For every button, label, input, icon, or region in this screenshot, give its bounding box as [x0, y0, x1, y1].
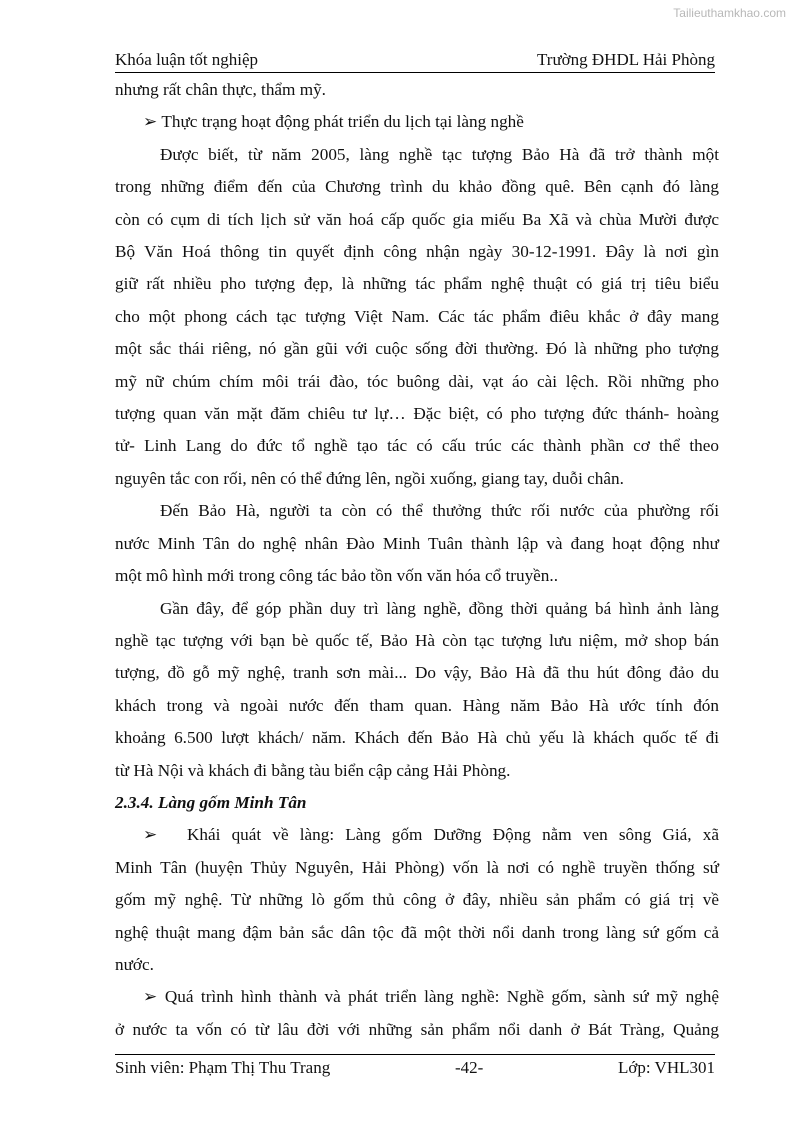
paragraph-bao-ha-tourism	[115, 139, 719, 495]
watermark-text: Tailieuthamkhao.com	[673, 6, 786, 20]
bullet-text: Khái quát về làng: Làng gốm Dưỡng Động nằm ven sông Giá, xã	[187, 825, 719, 845]
paragraph-line: nguyên tắc con rối, nên có thể đứng lên, ngồi xuống, giang tay, duỗi chân.	[115, 468, 624, 488]
section-heading: 2.3.4. Làng gốm Minh Tân	[115, 792, 307, 812]
body-line	[115, 74, 719, 106]
paragraph-line	[115, 819, 719, 851]
paragraph-water-puppets	[115, 495, 719, 592]
paragraph-line: nước.	[115, 954, 154, 974]
page-header	[115, 48, 715, 73]
paragraph-line: từ Hà Nội và khách đi bằng tàu biển cập cảng Hải Phòng.	[115, 760, 511, 780]
paragraph-line: tượng, đồ gỗ mỹ nghệ, tranh sơn mài... Do vậy, Bảo Hà đã thu hút đông đảo du	[115, 663, 719, 683]
paragraph-line: giữ rất nhiều pho tượng đẹp, là những tác phẩm nghệ thuật có giá trị tiêu biểu	[115, 274, 719, 294]
paragraph-line: gốm mỹ nghệ. Từ những lò gốm thủ công ở đây, nhiều sản phẩm có giá trị về	[115, 890, 719, 910]
footer-class-code: Lớp: VHL301	[618, 1058, 715, 1077]
paragraph-line: tượng quan văn mặt đăm chiêu tư lự… Đặc biệt, có pho tượng đức thánh- hoàng	[115, 404, 719, 424]
paragraph-line: mỹ nữ chúm chím môi trái đào, tóc buông dài, vạt áo cài lệch. Rồi những pho	[115, 371, 719, 391]
bullet-tourism-status	[115, 106, 719, 138]
paragraph-line: một mô hình mới trong công tác bảo tồn vốn văn hóa cổ truyền..	[115, 566, 558, 586]
paragraph-souvenirs	[115, 593, 719, 787]
line-text: nhưng rất chân thực, thẩm mỹ.	[115, 80, 326, 99]
paragraph-line: nước Minh Tân do nghệ nhân Đào Minh Tuân thành lập và đang hoạt động như	[115, 533, 719, 553]
paragraph-line: Bộ Văn Hoá thông tin quyết định công nhận ngày 30-12-1991. Đây là nơi gìn	[115, 242, 719, 262]
paragraph-line: tử- Linh Lang do đức tổ nghề tạo tác có cấu trúc các thành phần cơ thể theo	[115, 436, 719, 456]
bullet-text: Thực trạng hoạt động phát triển du lịch tại làng nghề	[157, 112, 524, 132]
paragraph-line: khoảng 6.500 lượt khách/ năm. Khách đến Bảo Hà chủ yếu là khách quốc tế đi	[115, 728, 719, 748]
bullet-text: Quá trình hình thành và phát triển làng nghề: Nghề gốm, sành sứ mỹ nghệ	[157, 987, 719, 1007]
paragraph-line: Minh Tân (huyện Thủy Nguyên, Hải Phòng) vốn là nơi có nghề truyền thống sứ	[115, 857, 719, 877]
paragraph-line: một sắc thái riêng, nó gần gũi với cuộc sống đời thường. Đó là những pho tượng	[115, 339, 719, 359]
paragraph-line: nghề tạc tượng với bạn bè quốc tế, Bảo Hà còn tạc tượng lưu niệm, mở shop bán	[115, 630, 719, 650]
paragraph-line	[115, 981, 719, 1013]
arrow-bullet-icon: ➢	[143, 112, 158, 132]
paragraph-line: khách trong và ngoài nước đến tham quan. Hàng năm Bảo Hà ước tính đón	[115, 695, 719, 715]
header-thesis-title: Khóa luận tốt nghiệp	[115, 50, 259, 69]
paragraph-line: cho một phong cách tạc tượng Việt Nam. Các tác phẩm điêu khắc ở đây mang	[115, 306, 719, 326]
paragraph-line: ở nước ta vốn có từ lâu đời với những sản phẩm nổi danh ở Bát Tràng, Quảng	[115, 1019, 719, 1039]
footer-student-name: Sinh viên: Phạm Thị Thu Trang	[115, 1058, 331, 1077]
arrow-bullet-icon: ➢	[143, 987, 158, 1007]
bullet-village-overview	[115, 819, 719, 981]
arrow-bullet-icon: ➢	[143, 825, 158, 845]
header-university: Trường ĐHDL Hải Phòng	[537, 50, 715, 69]
paragraph-line: nghệ thuật mang đậm bản sắc dân tộc đã một thời nổi danh trong làng sứ gốm cả	[115, 922, 719, 942]
footer-page-number: -42-	[455, 1058, 484, 1077]
paragraph-line: Đến Bảo Hà, người ta còn có thể thưởng thức rối nước của phường rối	[160, 501, 719, 521]
page-footer	[115, 1054, 715, 1081]
document-body	[115, 74, 719, 1046]
paragraph-line: còn có cụm di tích lịch sử văn hoá cấp quốc gia miếu Ba Xã và chùa Mười được	[115, 209, 719, 229]
paragraph-line: Gần đây, để góp phần duy trì làng nghề, đồng thời quảng bá hình ảnh làng	[160, 598, 719, 618]
paragraph-line: trong những điểm đến của Chương trình du khảo đồng quê. Bên cạnh đó làng	[115, 177, 719, 197]
paragraph-line: Được biết, từ năm 2005, làng nghề tạc tượng Bảo Hà đã trở thành một	[160, 144, 719, 164]
bullet-village-history	[115, 981, 719, 1046]
